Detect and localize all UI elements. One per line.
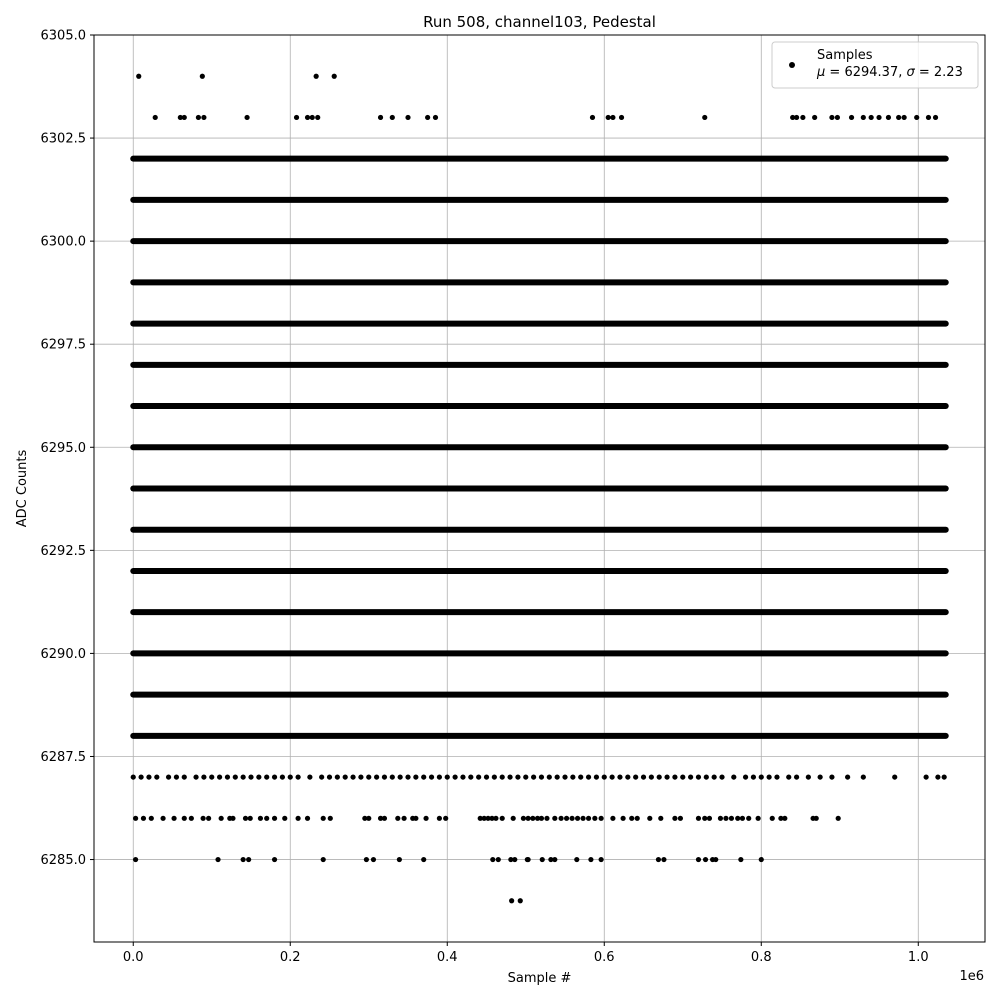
sample-point (219, 816, 224, 821)
sample-point (540, 857, 545, 862)
sample-point (364, 857, 369, 862)
sample-point (244, 115, 249, 120)
x-tick-label: 0.0 (122, 950, 144, 965)
sample-point (196, 115, 201, 120)
sample-point (743, 774, 748, 779)
sample-point (635, 816, 640, 821)
sample-point (599, 857, 604, 862)
sample-point (131, 774, 136, 779)
sample-point (886, 115, 891, 120)
sample-point (350, 774, 355, 779)
sample-point (443, 816, 448, 821)
sample-point (738, 857, 743, 862)
sample-point (500, 774, 505, 779)
x-tick-label: 0.2 (279, 950, 301, 965)
sample-point (530, 816, 535, 821)
sample-point (189, 816, 194, 821)
sample-point (272, 857, 277, 862)
sample-point (460, 774, 465, 779)
y-tick-label: 6285.0 (40, 853, 86, 869)
sample-point (453, 774, 458, 779)
sample-point (702, 115, 707, 120)
sample-point (395, 816, 400, 821)
sample-point (696, 857, 701, 862)
y-tick-label: 6300.0 (40, 234, 86, 250)
sample-point (366, 774, 371, 779)
sample-point (680, 774, 685, 779)
sample-point (209, 774, 214, 779)
sample-point (398, 774, 403, 779)
sample-point (217, 774, 222, 779)
sample-point (445, 774, 450, 779)
sample-point (401, 816, 406, 821)
sample-point (703, 857, 708, 862)
sample-point (296, 774, 301, 779)
sample-point (933, 115, 938, 120)
sample-point (512, 857, 517, 862)
sample-point (633, 774, 638, 779)
sample-point (335, 774, 340, 779)
sample-point (590, 115, 595, 120)
sample-point (575, 816, 580, 821)
sample-point (924, 774, 929, 779)
x-tick-label: 0.8 (750, 950, 772, 965)
sample-point (814, 816, 819, 821)
sample-point (382, 816, 387, 821)
sample-point (437, 774, 442, 779)
sample-point (233, 774, 238, 779)
sample-point (256, 774, 261, 779)
legend-sigma-value: 2.23 (933, 65, 963, 80)
sample-point (672, 774, 677, 779)
sample-point (305, 816, 310, 821)
sample-point (429, 774, 434, 779)
sample-point (425, 115, 430, 120)
sample-point (678, 816, 683, 821)
x-tick-label: 0.4 (436, 950, 458, 965)
sample-point (328, 816, 333, 821)
sample-point (580, 816, 585, 821)
sample-point (555, 774, 560, 779)
sample-point (248, 816, 253, 821)
sample-point (305, 115, 310, 120)
sample-point (484, 774, 489, 779)
sample-point (133, 857, 138, 862)
y-tick-label: 6290.0 (40, 646, 86, 662)
sample-point (327, 774, 332, 779)
sample-point (735, 816, 740, 821)
sample-point (526, 857, 531, 862)
sample-point (496, 857, 501, 862)
sample-point (713, 857, 718, 862)
sample-point (586, 774, 591, 779)
sample-point (139, 774, 144, 779)
sample-point (374, 774, 379, 779)
sample-point (767, 774, 772, 779)
sample-point (201, 774, 206, 779)
sample-point (935, 774, 940, 779)
sample-point (926, 115, 931, 120)
sample-point (288, 774, 293, 779)
sample-point (892, 774, 897, 779)
sample-point (845, 774, 850, 779)
sample-point (182, 115, 187, 120)
sample-point (423, 816, 428, 821)
sample-point (507, 774, 512, 779)
sample-point (493, 816, 498, 821)
sample-point (869, 115, 874, 120)
sample-point (688, 774, 693, 779)
sample-point (490, 857, 495, 862)
sample-point (774, 774, 779, 779)
x-axis-offset-label: 1e6 (959, 969, 984, 984)
sample-point (319, 774, 324, 779)
sample-point (594, 774, 599, 779)
sample-point (539, 774, 544, 779)
sample-point (272, 774, 277, 779)
sample-point (829, 115, 834, 120)
sample-point (658, 816, 663, 821)
sample-point (564, 816, 569, 821)
sample-point (264, 774, 269, 779)
sample-point (182, 774, 187, 779)
sample-point (397, 857, 402, 862)
sample-point (696, 816, 701, 821)
sample-point (664, 774, 669, 779)
y-tick-label: 6295.0 (40, 440, 86, 456)
sample-point (421, 857, 426, 862)
chart-title: Run 508, channel103, Pedestal (423, 13, 656, 31)
sample-point (759, 774, 764, 779)
sample-point (599, 816, 604, 821)
sample-point (294, 115, 299, 120)
sample-point (552, 857, 557, 862)
sample-point (468, 774, 473, 779)
sample-point (592, 816, 597, 821)
sample-point (523, 774, 528, 779)
sample-point (296, 816, 301, 821)
sample-point (413, 774, 418, 779)
sample-point (836, 816, 841, 821)
sample-point (492, 774, 497, 779)
sample-point (806, 774, 811, 779)
sample-point (154, 774, 159, 779)
sample-point (570, 774, 575, 779)
sample-point (896, 115, 901, 120)
sample-point (552, 816, 557, 821)
sample-point (433, 115, 438, 120)
sample-point (421, 774, 426, 779)
sample-point (182, 816, 187, 821)
sample-point (574, 857, 579, 862)
sample-point (390, 774, 395, 779)
sample-point (861, 115, 866, 120)
y-tick-label: 6305.0 (40, 28, 86, 44)
sample-point (141, 816, 146, 821)
y-tick-label: 6292.5 (40, 543, 86, 559)
sample-point (174, 774, 179, 779)
sample-point (641, 774, 646, 779)
sample-point (343, 774, 348, 779)
sample-point (672, 816, 677, 821)
sample-point (610, 115, 615, 120)
sample-point (280, 774, 285, 779)
sample-point (321, 816, 326, 821)
sample-point (171, 816, 176, 821)
sample-point (625, 774, 630, 779)
sample-point (707, 816, 712, 821)
sample-point (610, 774, 615, 779)
sample-point (166, 774, 171, 779)
sample-point (723, 816, 728, 821)
sample-point (861, 774, 866, 779)
sample-point (914, 115, 919, 120)
sample-point (835, 115, 840, 120)
sample-point (201, 115, 206, 120)
sample-point (518, 898, 523, 903)
sample-point (794, 774, 799, 779)
sample-point (649, 774, 654, 779)
legend-marker (789, 62, 795, 68)
sample-point (321, 857, 326, 862)
sample-point (782, 816, 787, 821)
sample-point (136, 74, 141, 79)
y-tick-label: 6302.5 (40, 131, 86, 147)
x-tick-label: 0.6 (593, 950, 615, 965)
sample-point (902, 115, 907, 120)
sample-point (829, 774, 834, 779)
sample-point (201, 816, 206, 821)
sample-point (405, 774, 410, 779)
sample-point (849, 115, 854, 120)
sample-point (794, 115, 799, 120)
sample-point (544, 816, 549, 821)
sample-point (405, 115, 410, 120)
sample-point (307, 774, 312, 779)
sample-point (390, 115, 395, 120)
sample-point (315, 115, 320, 120)
sample-point (500, 816, 505, 821)
sample-point (310, 115, 315, 120)
sample-point (539, 816, 544, 821)
sample-point (246, 857, 251, 862)
sample-point (241, 857, 246, 862)
sample-point (272, 816, 277, 821)
x-tick-label: 1.0 (907, 950, 929, 965)
sample-point (547, 774, 552, 779)
sample-point (366, 816, 371, 821)
sample-point (509, 898, 514, 903)
sample-point (562, 774, 567, 779)
sample-point (751, 774, 756, 779)
sample-point (531, 774, 536, 779)
sample-point (647, 816, 652, 821)
sample-point (526, 816, 531, 821)
sample-point (712, 774, 717, 779)
legend (772, 42, 978, 88)
sample-point (657, 774, 662, 779)
sample-point (812, 115, 817, 120)
sample-point (704, 774, 709, 779)
sample-point (602, 774, 607, 779)
sample-point (225, 774, 230, 779)
sample-point (160, 816, 165, 821)
sample-point (610, 816, 615, 821)
sample-point (818, 774, 823, 779)
sample-point (332, 74, 337, 79)
sample-point (656, 857, 661, 862)
sample-point (282, 816, 287, 821)
x-axis-label: Sample # (507, 971, 572, 986)
sample-point (696, 774, 701, 779)
sample-point (629, 816, 634, 821)
sample-point (621, 816, 626, 821)
sample-point (746, 816, 751, 821)
legend-mu-value: 6294.37 (844, 65, 899, 80)
sample-point (770, 816, 775, 821)
y-tick-label: 6297.5 (40, 337, 86, 353)
sample-point (586, 816, 591, 821)
sample-point (358, 774, 363, 779)
sample-point (200, 74, 205, 79)
sample-point (729, 816, 734, 821)
sample-point (756, 816, 761, 821)
y-axis-label: ADC Counts (15, 449, 30, 528)
sample-point (153, 115, 158, 120)
sample-point (558, 816, 563, 821)
sample-point (476, 774, 481, 779)
sample-point (515, 774, 520, 779)
sample-point (371, 857, 376, 862)
sample-point (719, 774, 724, 779)
sample-point (800, 115, 805, 120)
sample-point (569, 816, 574, 821)
sample-point (230, 816, 235, 821)
sample-point (740, 816, 745, 821)
sample-point (521, 816, 526, 821)
sample-point (215, 857, 220, 862)
sample-point (241, 774, 246, 779)
sample-point (876, 115, 881, 120)
sample-point (258, 816, 263, 821)
sample-point (606, 115, 611, 120)
legend-label: Samples (817, 48, 873, 63)
sample-point (149, 816, 154, 821)
sample-point (248, 774, 253, 779)
sample-point (942, 774, 947, 779)
sample-point (146, 774, 151, 779)
sample-point (243, 816, 248, 821)
sample-point (759, 857, 764, 862)
sample-point (382, 774, 387, 779)
legend-stats: μ = 6294.37, σ = 2.23 (817, 65, 963, 80)
sample-point (617, 774, 622, 779)
sample-point (511, 816, 516, 821)
sample-point (661, 857, 666, 862)
sample-point (731, 774, 736, 779)
sample-point (578, 774, 583, 779)
sample-point (193, 774, 198, 779)
sample-point (588, 857, 593, 862)
sample-point (702, 816, 707, 821)
sample-point (413, 816, 418, 821)
sample-point (264, 816, 269, 821)
sample-point (206, 816, 211, 821)
sample-point (133, 816, 138, 821)
sample-point (314, 74, 319, 79)
sample-point (718, 816, 723, 821)
y-tick-label: 6287.5 (40, 749, 86, 765)
sample-point (786, 774, 791, 779)
sample-point (437, 816, 442, 821)
sample-point (619, 115, 624, 120)
sample-point (378, 115, 383, 120)
